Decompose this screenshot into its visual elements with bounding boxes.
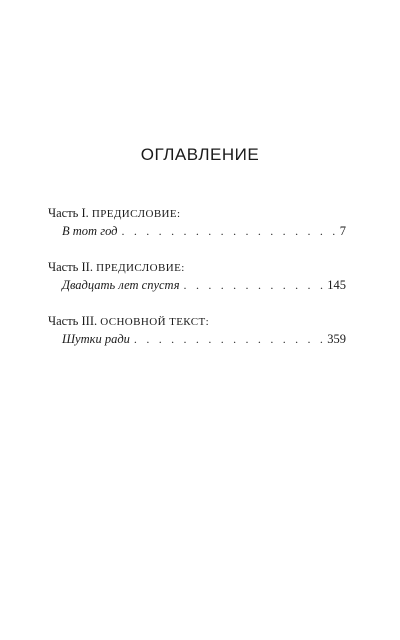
page-number: 359 [327, 332, 346, 346]
page-number: 7 [339, 224, 346, 238]
part-label: Часть II. [48, 260, 93, 274]
page-title: ОГЛАВЛЕНИЕ [140, 145, 260, 164]
page-number: 145 [327, 278, 346, 292]
dot-leader [184, 277, 324, 294]
dot-leader [134, 331, 323, 348]
toc-part-2 [48, 259, 346, 294]
part-name: ОСНОВНОЙ ТЕКСТ: [100, 316, 210, 328]
entry-title: В тот год [62, 224, 118, 238]
toc-entry[interactable] [62, 277, 346, 294]
part-label: Часть I. [48, 206, 89, 220]
part-name: ПРЕДИСЛОВИЕ: [91, 208, 181, 220]
part-heading [48, 205, 346, 223]
part-heading [48, 313, 346, 331]
part-name: ПРЕДИСЛОВИЕ: [96, 262, 185, 274]
toc-entry[interactable] [62, 331, 346, 348]
table-of-contents [48, 205, 346, 367]
part-label: Часть III. [48, 314, 98, 328]
part-heading [48, 259, 346, 277]
toc-part-3 [48, 313, 346, 348]
entry-title: Шутки ради [62, 332, 130, 346]
entry-title: Двадцать лет спустя [62, 278, 180, 292]
toc-part-1 [48, 205, 346, 240]
toc-entry[interactable] [62, 223, 346, 240]
dot-leader [121, 223, 335, 240]
